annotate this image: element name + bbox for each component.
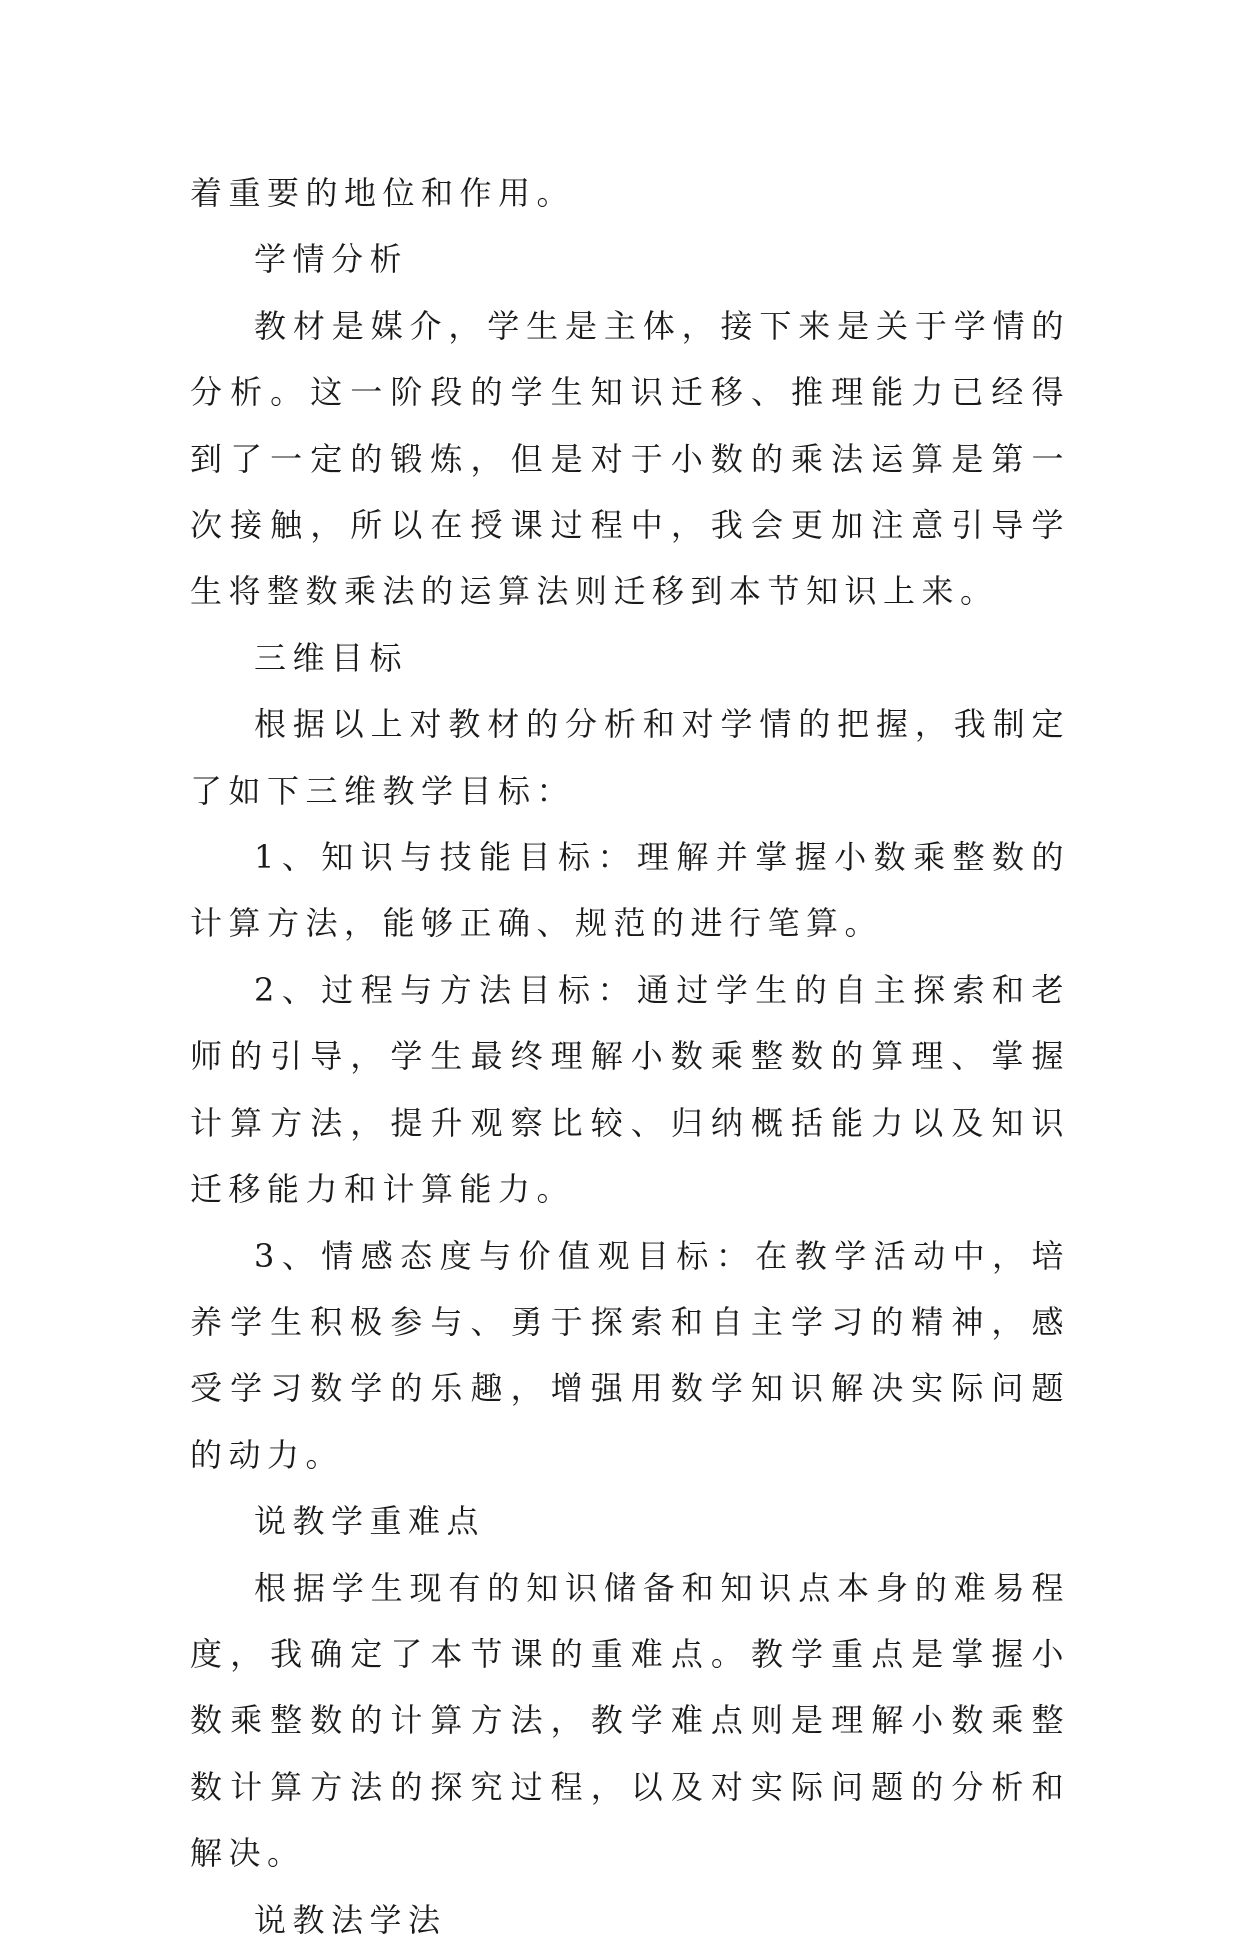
paragraph-student-analysis: 教材是媒介，学生是主体，接下来是关于学情的分析。这一阶段的学生知识迁移、推理能力已经得到了一定的锻炼，但是对于小数的乘法运算是第一次接触，所以在授课过程中，我会更加注意引导学生将整数乘法的运算法则迁移到本节知识上来。 xyxy=(190,306,1070,611)
paragraph-goal-emotion: 3、情感态度与价值观目标：在教学活动中，培养学生积极参与、勇于探索和自主学习的精神，感受学习数学的乐趣，增强用数学知识解决实际问题的动力。 xyxy=(190,1236,1070,1474)
heading-key-difficult-points: 说教学重难点 xyxy=(254,1502,486,1541)
heading-student-analysis: 学情分析 xyxy=(254,240,409,279)
paragraph-continuation: 着重要的地位和作用。 xyxy=(190,174,576,212)
paragraph-goals-intro: 根据以上对教材的分析和对学情的把握，我制定了如下三维教学目标： xyxy=(190,705,1070,810)
heading-three-dimensional-goals: 三维目标 xyxy=(254,638,409,677)
document-page xyxy=(190,160,1070,1953)
heading-teaching-methods: 说教法学法 xyxy=(254,1900,447,1939)
paragraph-goal-process: 2、过程与方法目标：通过学生的自主探索和老师的引导，学生最终理解小数乘整数的算理、掌握计算方法，提升观察比较、归纳概括能力以及知识迁移能力和计算能力。 xyxy=(190,970,1070,1209)
paragraph-goal-knowledge: 1、知识与技能目标：理解并掌握小数乘整数的计算方法，能够正确、规范的进行笔算。 xyxy=(190,838,1070,943)
paragraph-key-difficult-points: 根据学生现有的知识储备和知识点本身的难易程度，我确定了本节课的重难点。教学重点是掌握小数乘整数的计算方法，教学难点则是理解小数乘整数计算方法的探究过程，以及对实际问题的分析和解决。 xyxy=(190,1568,1070,1873)
